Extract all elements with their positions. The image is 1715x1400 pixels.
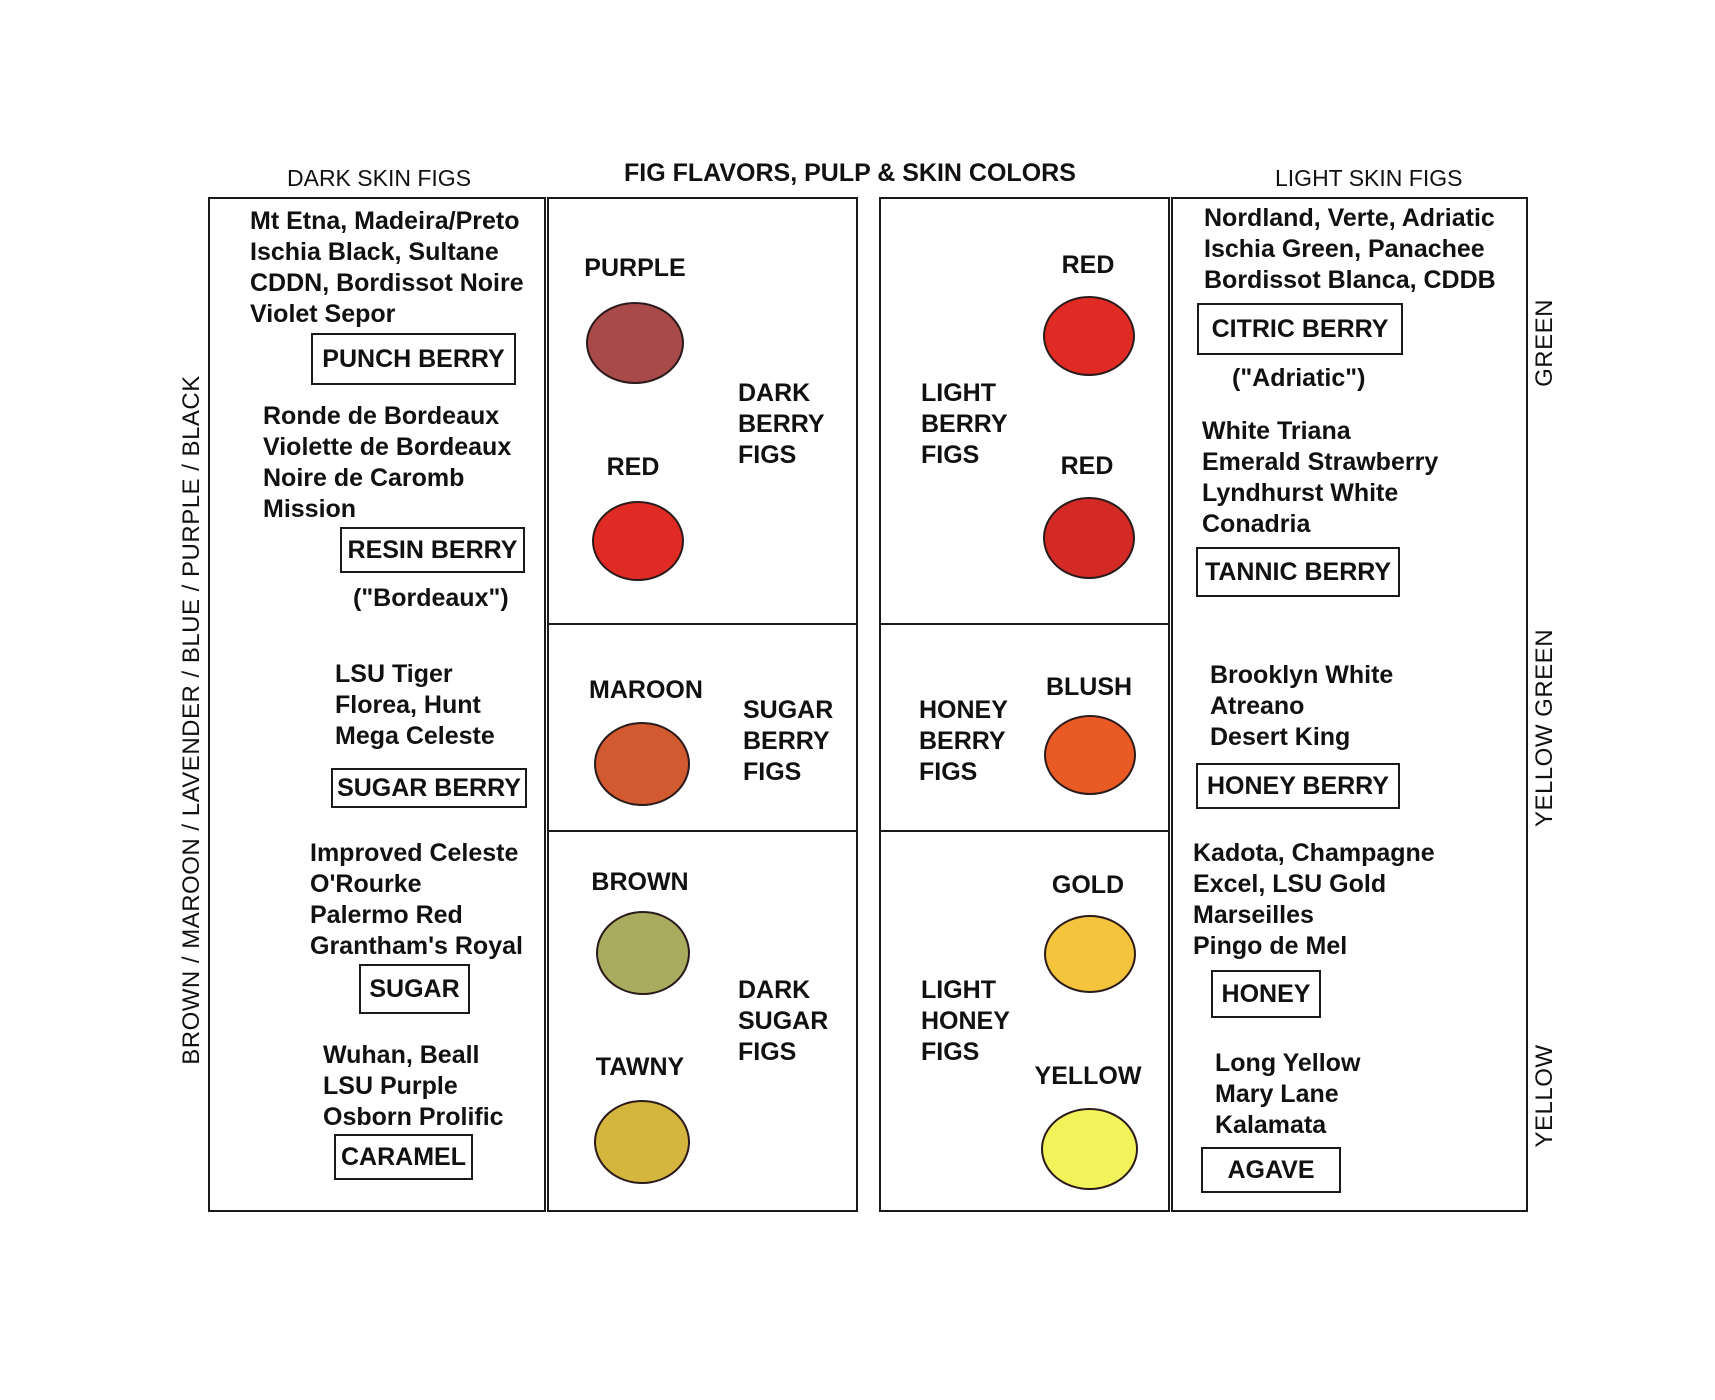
pulp-label-maroon: MAROON (589, 676, 703, 704)
flavor-box-honey: HONEY (1211, 970, 1321, 1018)
variety-list (1204, 203, 1496, 296)
variety-name: Bordissot Blanca, CDDB (1204, 266, 1496, 294)
variety-name: Ronde de Bordeaux (263, 402, 500, 430)
dark-skin-heading: DARK SKIN FIGS (287, 165, 472, 191)
pulp-swatch-purple (586, 302, 684, 384)
light-skin-heading: LIGHT SKIN FIGS (1275, 165, 1463, 191)
group-word: DARK (738, 379, 811, 407)
pulp-swatch-red (1043, 296, 1135, 376)
variety-name: White Triana (1202, 417, 1351, 445)
variety-name: Pingo de Mel (1193, 932, 1348, 960)
variety-list (1202, 416, 1438, 540)
pulp-label-purple: PURPLE (584, 254, 686, 282)
variety-list (335, 659, 495, 752)
variety-name: Desert King (1210, 723, 1351, 751)
flavor-box-resin-berry: RESIN BERRY (340, 527, 525, 573)
variety-name: O'Rourke (310, 870, 422, 898)
group-light-berry-figs (921, 378, 1008, 471)
variety-name: Mission (263, 495, 357, 523)
group-dark-sugar-figs (738, 975, 828, 1068)
variety-name: Osborn Prolific (323, 1103, 504, 1131)
group-word: FIGS (921, 1038, 980, 1066)
pulp-label-brown: BROWN (591, 868, 689, 896)
pulp-label-yellow: YELLOW (1034, 1062, 1142, 1090)
pulp-swatch-red (592, 501, 684, 581)
variety-name: Atreano (1210, 692, 1305, 720)
variety-name: Emerald Strawberry (1202, 448, 1439, 476)
variety-name: Kalamata (1215, 1111, 1327, 1139)
variety-name: Grantham's Royal (310, 932, 523, 960)
group-light-honey-figs (921, 975, 1010, 1068)
pulp-swatch-blush (1044, 715, 1136, 795)
pulp-label-blush: BLUSH (1045, 673, 1133, 701)
flavor-note: ("Adriatic") (1232, 364, 1366, 392)
flavor-box-agave: AGAVE (1201, 1147, 1341, 1193)
pulp-swatch-red (1043, 497, 1135, 579)
variety-name: Excel, LSU Gold (1193, 870, 1387, 898)
variety-name: Improved Celeste (310, 839, 519, 867)
divider-line (879, 623, 1170, 625)
variety-list (1193, 838, 1435, 962)
group-word: DARK (738, 976, 811, 1004)
pulp-label-red: RED (1061, 251, 1115, 279)
group-word: FIGS (738, 441, 797, 469)
variety-list (250, 206, 524, 330)
variety-name: Violette de Bordeaux (263, 433, 512, 461)
skin-color-yellow-green: YELLOW GREEN (1531, 628, 1558, 828)
variety-name: Mega Celeste (335, 722, 495, 750)
variety-name: Marseilles (1193, 901, 1314, 929)
variety-name: Ischia Green, Panachee (1204, 235, 1485, 263)
variety-list (310, 838, 523, 962)
pulp-label-red: RED (606, 453, 660, 481)
variety-list (1215, 1048, 1360, 1141)
group-word: BERRY (743, 727, 830, 755)
variety-name: Wuhan, Beall (323, 1041, 480, 1069)
flavor-note: ("Bordeaux") (353, 584, 509, 612)
variety-name: Kadota, Champagne (1193, 839, 1435, 867)
variety-name: Nordland, Verte, Adriatic (1204, 204, 1495, 232)
skin-color-yellow: YELLOW (1531, 1044, 1558, 1148)
group-sugar-berry-figs (743, 695, 833, 788)
divider-line (547, 830, 858, 832)
variety-list (323, 1040, 504, 1133)
pulp-swatch-gold (1044, 915, 1136, 993)
group-word: BERRY (919, 727, 1006, 755)
variety-list (1210, 660, 1393, 753)
pulp-swatch-tawny (594, 1100, 690, 1184)
pulp-label-gold: GOLD (1051, 871, 1125, 899)
variety-name: LSU Purple (323, 1072, 458, 1100)
variety-name: Violet Sepor (250, 300, 396, 328)
flavor-box-caramel: CARAMEL (334, 1134, 473, 1180)
variety-name: Long Yellow (1215, 1049, 1361, 1077)
group-word: LIGHT (921, 379, 996, 407)
flavor-box-honey-berry: HONEY BERRY (1196, 763, 1400, 809)
variety-name: Conadria (1202, 510, 1311, 538)
flavor-box-punch-berry: PUNCH BERRY (311, 333, 516, 385)
variety-name: Brooklyn White (1210, 661, 1394, 689)
pulp-swatch-yellow (1041, 1108, 1138, 1190)
group-dark-berry-figs (738, 378, 825, 471)
variety-name: CDDN, Bordissot Noire (250, 269, 524, 297)
flavor-box-tannic-berry: TANNIC BERRY (1196, 547, 1400, 597)
variety-name: Noire de Caromb (263, 464, 465, 492)
divider-line (547, 623, 858, 625)
group-word: FIGS (738, 1038, 797, 1066)
flavor-box-citric-berry: CITRIC BERRY (1197, 303, 1403, 355)
variety-name: Lyndhurst White (1202, 479, 1399, 507)
variety-name: Florea, Hunt (335, 691, 481, 719)
page-title: FIG FLAVORS, PULP & SKIN COLORS (624, 159, 1076, 187)
group-word: SUGAR (743, 696, 834, 724)
variety-list (263, 401, 511, 525)
group-word: BERRY (738, 410, 825, 438)
pulp-swatch-brown (596, 911, 690, 995)
group-word: HONEY (919, 696, 1008, 724)
group-word: FIGS (919, 758, 978, 786)
skin-color-green: GREEN (1531, 299, 1558, 387)
variety-name: LSU Tiger (335, 660, 453, 688)
pulp-label-tawny: TAWNY (595, 1053, 685, 1081)
group-word: BERRY (921, 410, 1008, 438)
flavor-box-sugar: SUGAR (359, 964, 470, 1014)
group-word: LIGHT (921, 976, 996, 1004)
group-word: SUGAR (738, 1007, 829, 1035)
skin-color-scale-dark: BROWN / MAROON / LAVENDER / BLUE / PURPLE / BLACK (178, 375, 205, 1065)
group-word: FIGS (743, 758, 802, 786)
group-word: HONEY (921, 1007, 1010, 1035)
group-honey-berry-figs (919, 695, 1008, 788)
group-word: FIGS (921, 441, 980, 469)
pulp-swatch-maroon (594, 722, 690, 806)
variety-name: Palermo Red (310, 901, 463, 929)
variety-name: Mary Lane (1215, 1080, 1339, 1108)
variety-name: Mt Etna, Madeira/Preto (250, 207, 520, 235)
divider-line (879, 830, 1170, 832)
variety-name: Ischia Black, Sultane (250, 238, 499, 266)
pulp-label-red: RED (1060, 452, 1114, 480)
flavor-box-sugar-berry: SUGAR BERRY (331, 768, 527, 808)
